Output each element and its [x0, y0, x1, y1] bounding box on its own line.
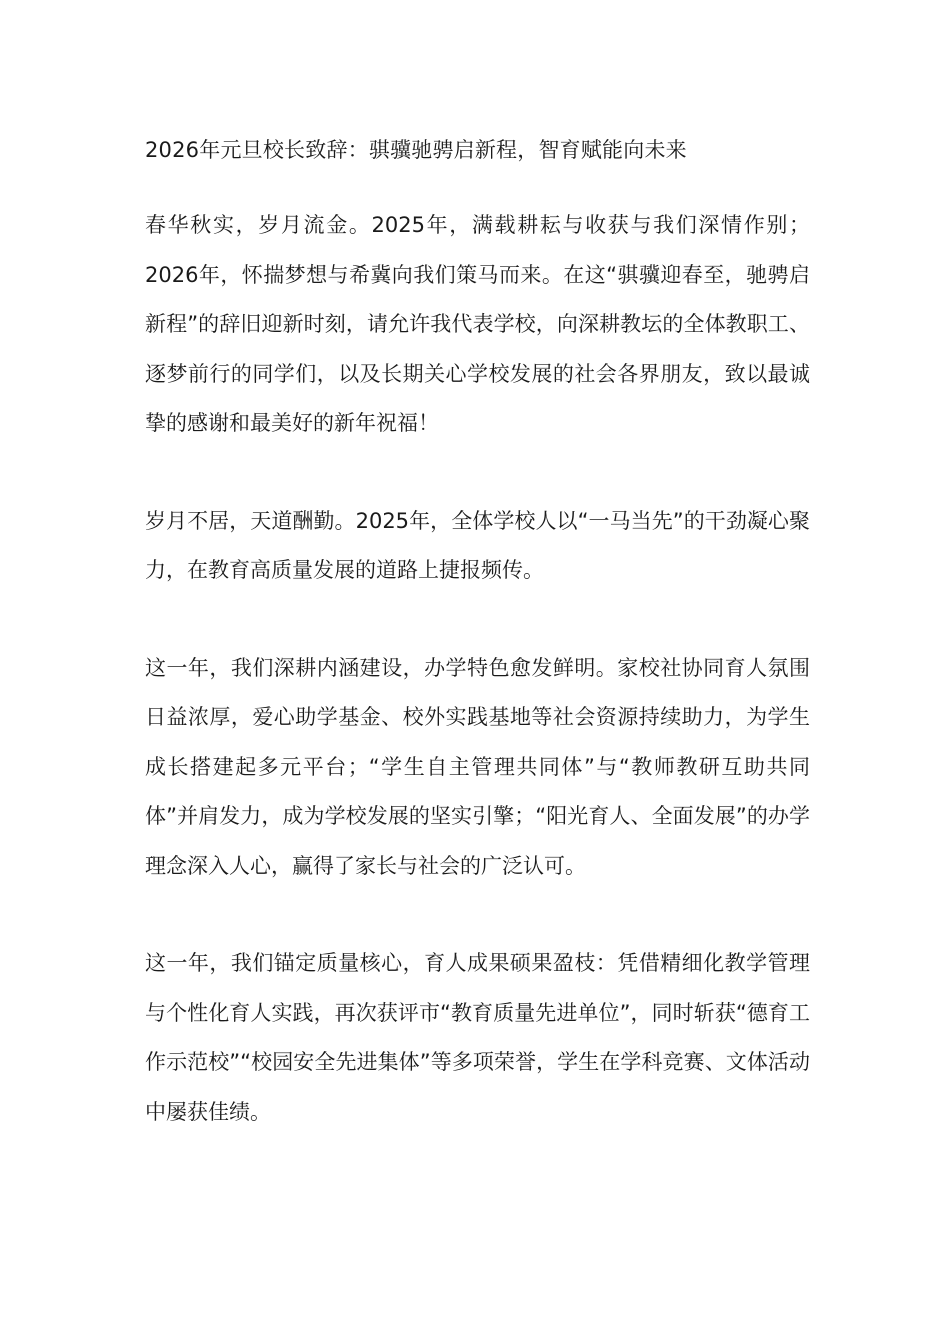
document-body: [145, 133, 810, 1137]
paragraph-greeting: 春华秋实，岁月流金。2025年，满载耕耘与收获与我们深情作别；2026年，怀揣梦想与希冀向我们策马而来。在这“骐骥迎春至，驰骋启新程”的辞旧迎新时刻，请允许我代表学校，向深耕教坛的全体教职工、逐梦前行的同学们，以及长期关心学校发展的社会各界朋友，致以最诚挚的感谢和最美好的新年祝福！: [145, 213, 810, 435]
document-title: 2026年元旦校长致辞：骐骥驰骋启新程，智育赋能向未来: [145, 138, 687, 162]
paragraph-connotation: 这一年，我们深耕内涵建设，办学特色愈发鲜明。家校社协同育人氛围日益浓厚，爱心助学基金、校外实践基地等社会资源持续助力，为学生成长搭建起多元平台；“学生自主管理共同体”与“教师教研互助共同体”并肩发力，成为学校发展的坚实引擎；“阳光育人、全面发展”的办学理念深入人心，赢得了家长与社会的广泛认可。: [145, 655, 810, 878]
paragraph-review: 岁月不居，天道酬勤。2025年，全体学校人以“一马当先”的干劲凝心聚力，在教育高质量发展的道路上捷报频传。: [145, 508, 810, 582]
paragraph-quality: 这一年，我们锚定质量核心，育人成果硕果盈枝：凭借精细化教学管理与个性化育人实践，再次获评市“教育质量先进单位”，同时斩获“德育工作示范校”“校园安全先进集体”等多项荣誉，学生在学科竞赛、文体活动中屡获佳绩。: [145, 951, 810, 1124]
